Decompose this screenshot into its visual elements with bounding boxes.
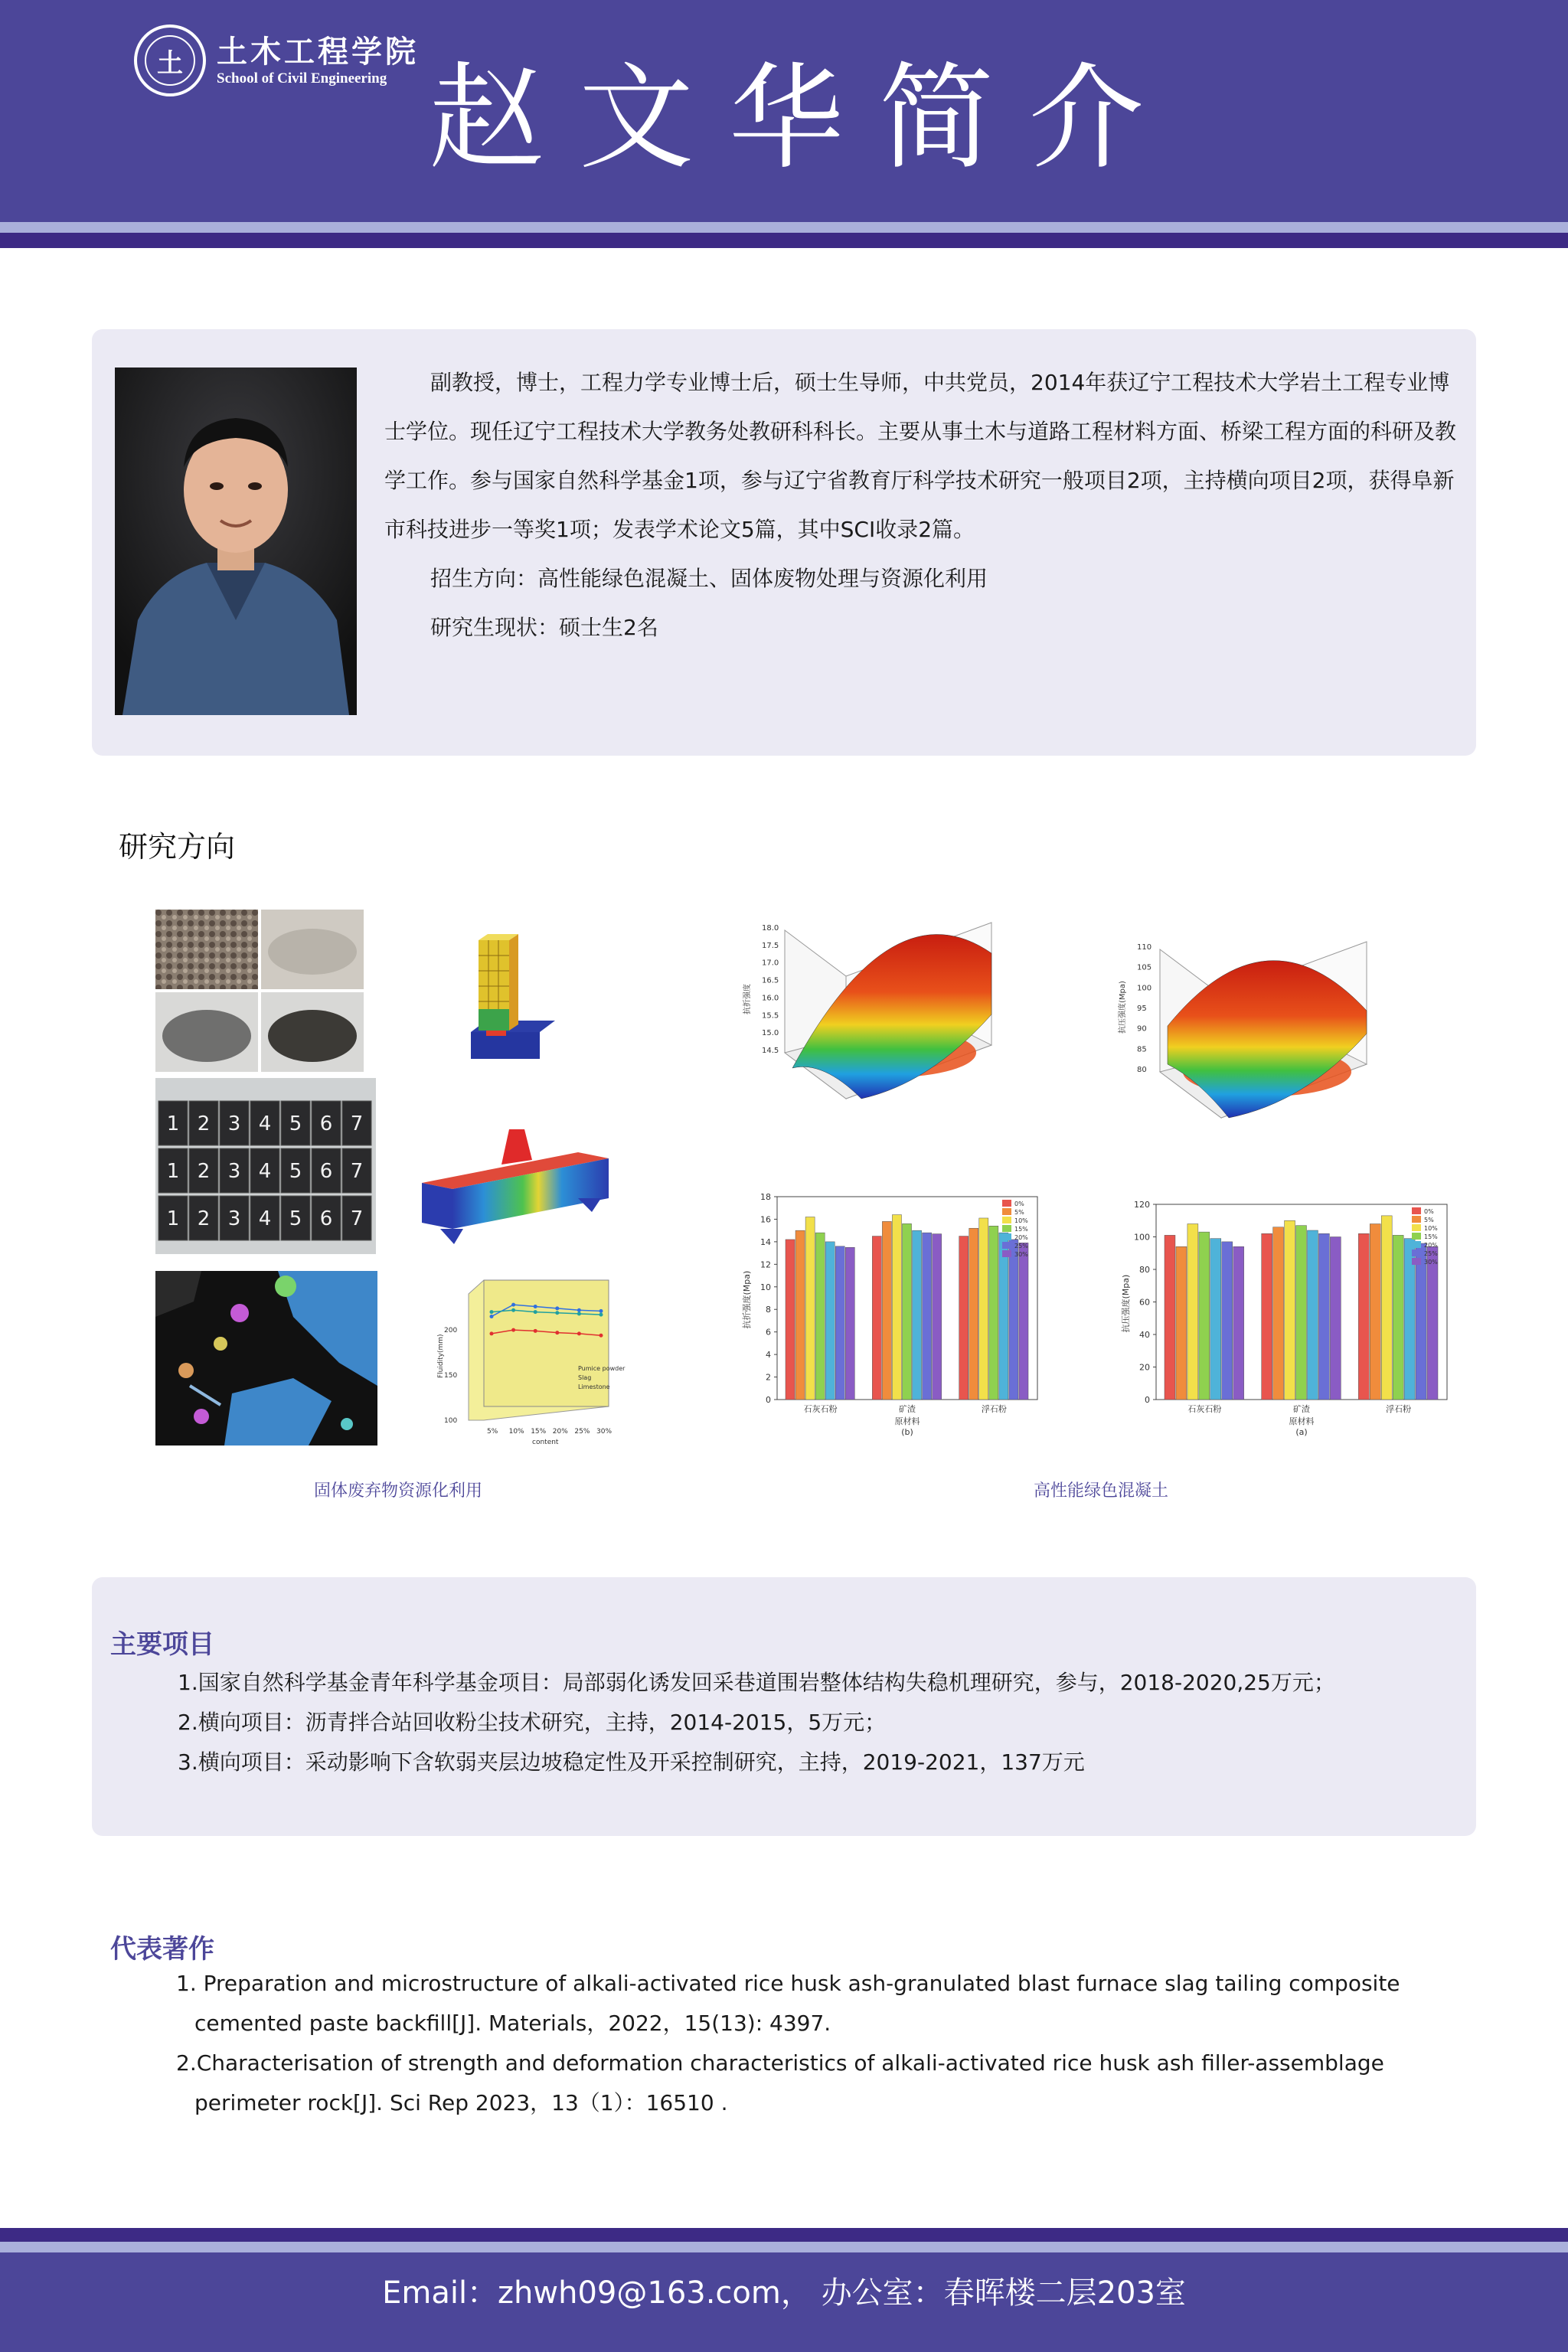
data-point (490, 1315, 494, 1318)
block-number: 7 (350, 1112, 364, 1135)
footer-divider-dark (0, 2228, 1568, 2242)
projects-card (92, 1577, 1476, 1836)
data-point (511, 1328, 515, 1332)
bar (1222, 1242, 1233, 1400)
bar (1427, 1246, 1438, 1400)
data-point (555, 1331, 559, 1334)
y-tick-label: 150 (444, 1372, 458, 1380)
bar (1285, 1220, 1295, 1400)
projects-title: 主要项目 (110, 1629, 214, 1660)
bar (1009, 1240, 1018, 1400)
block-number: 1 (166, 1207, 180, 1230)
y-tick-label: 2 (766, 1372, 771, 1383)
y-tick-label: 60 (1139, 1297, 1150, 1308)
aggregate-photo-grid (155, 910, 364, 1072)
data-point (555, 1311, 559, 1315)
bar (882, 1221, 891, 1400)
student-status: 研究生现状：硕士生2名 (430, 615, 658, 640)
y-axis-label: 抗折强度(Mpa) (742, 1270, 752, 1329)
x-axis-label: 原材料 (894, 1416, 920, 1426)
bar (923, 1233, 932, 1400)
flexural-bar-chart (739, 1183, 1053, 1447)
solid-waste-caption: 固体废弃物资源化利用 (314, 1481, 483, 1501)
bar (1019, 1243, 1028, 1400)
block-number: 4 (258, 1207, 272, 1230)
y-tick-label: 120 (1134, 1200, 1150, 1210)
data-point (511, 1303, 515, 1307)
publication-item: 2.Characterisation of strength and deformation characteristics of alkali-activated rice husk ash filler-assemblage perimeter rock[J]. Sci Rep 2023，13（1）：16510 . (176, 2050, 1384, 2115)
bar (835, 1246, 844, 1400)
legend-swatch (1002, 1225, 1011, 1232)
data-point (511, 1308, 515, 1312)
bar (902, 1223, 911, 1400)
z-tick-label: 110 (1137, 943, 1152, 952)
bar (969, 1228, 978, 1400)
z-tick-label: 100 (1137, 984, 1152, 993)
logo-chinese-name: 土木工程学院 (217, 34, 419, 70)
bar (979, 1218, 988, 1400)
bar (989, 1226, 998, 1400)
specimen-blocks-photo (155, 1078, 376, 1254)
bio-paragraph: 副教授，博士，工程力学专业博士后，硕士生导师，中共党员，2014年获辽宁工程技术大学岩土工程专业博士学位。现任辽宁工程技术大学教务处教研科科长。主要从事土木与道路工程材料方面、桥梁工程方面的科研及教学工作。参与国家自然科学基金1项，参与辽宁省教育厅科学技术研究一般项目2项，主持横向项目2项，获得阜新市科技进步一等奖1项；发表学术论文5篇，其中SCI收录2篇。 (384, 370, 1457, 542)
bar (913, 1230, 922, 1400)
bar (933, 1234, 942, 1400)
project-item: 3.横向项目：采动影响下含软弱夹层边坡稳定性及开采控制研究，主持，2019-2021，137万元 (178, 1749, 1085, 1775)
fem-beam-model (417, 1114, 616, 1252)
block-number: 3 (227, 1160, 241, 1183)
y-tick-label: 100 (1134, 1232, 1150, 1243)
school-logo (134, 24, 419, 96)
bar (1187, 1224, 1198, 1400)
bar (1165, 1235, 1175, 1400)
bar (1330, 1237, 1341, 1400)
bar (795, 1230, 805, 1400)
data-point (577, 1312, 581, 1315)
data-point (599, 1309, 603, 1313)
bar (1370, 1224, 1380, 1400)
data-point (490, 1331, 494, 1335)
z-tick-label: 16.5 (762, 976, 779, 985)
school-seal-icon: 土 (134, 24, 206, 96)
page-title: 赵文华简介 (429, 52, 1180, 185)
y-tick-label: 6 (766, 1327, 771, 1338)
legend-item: 15% (1014, 1226, 1028, 1233)
category-label: 石灰石粉 (803, 1404, 838, 1414)
legend-item: Slag (578, 1374, 592, 1381)
legend-item: 30% (1424, 1259, 1438, 1266)
bar (815, 1233, 825, 1400)
data-point (599, 1334, 603, 1338)
block-number: 2 (197, 1207, 211, 1230)
block-number: 3 (227, 1112, 241, 1135)
bar (1416, 1243, 1426, 1400)
block-number: 1 (166, 1160, 180, 1183)
block-number: 2 (197, 1112, 211, 1135)
legend-item: 15% (1424, 1233, 1438, 1240)
legend-swatch (1002, 1208, 1011, 1215)
subfigure-label: (a) (1295, 1427, 1308, 1437)
bar (1199, 1232, 1210, 1400)
legend-swatch (1002, 1217, 1011, 1223)
legend-item: 0% (1014, 1200, 1024, 1207)
y-tick-label: 16 (760, 1214, 771, 1225)
y-tick-label: 12 (760, 1259, 771, 1270)
z-tick-label: 85 (1137, 1045, 1147, 1054)
bar (872, 1236, 881, 1400)
data-point (534, 1310, 537, 1314)
x-tick-label: 15% (531, 1428, 547, 1436)
legend-swatch (1412, 1207, 1421, 1214)
y-tick-label: 4 (766, 1350, 771, 1361)
category-label: 浮石粉 (981, 1404, 1007, 1414)
legend-item: 30% (1014, 1251, 1028, 1258)
y-tick-label: 100 (444, 1417, 458, 1425)
block-number: 6 (319, 1112, 333, 1135)
y-tick-label: 0 (1145, 1395, 1150, 1405)
bar (1318, 1233, 1329, 1400)
category-label: 矿渣 (899, 1404, 916, 1414)
category-label: 浮石粉 (1386, 1404, 1412, 1414)
y-axis-label: 抗压强度(Mpa) (1121, 1274, 1131, 1333)
y-tick-label: 18 (760, 1192, 771, 1202)
surface-plot-flexural (739, 907, 1022, 1137)
z-axis-label: 抗折强度 (743, 984, 752, 1014)
surface-plot-compressive (1114, 926, 1405, 1148)
data-point (577, 1308, 581, 1312)
bar (892, 1215, 901, 1400)
block-number: 1 (166, 1112, 180, 1135)
x-tick-label: 30% (596, 1428, 612, 1436)
profile-card (92, 329, 1476, 756)
x-tick-label: 10% (508, 1428, 524, 1436)
z-tick-label: 16.0 (762, 994, 779, 1003)
block-number: 6 (319, 1160, 333, 1183)
y-tick-label: 200 (444, 1327, 458, 1335)
bar (1262, 1233, 1272, 1400)
z-tick-label: 90 (1137, 1024, 1147, 1034)
y-tick-label: 20 (1139, 1362, 1150, 1373)
y-axis-label: Fluidity(mm) (437, 1334, 445, 1378)
legend-swatch (1412, 1250, 1421, 1256)
legend-item: 10% (1424, 1225, 1438, 1232)
bar (1210, 1239, 1221, 1400)
legend-item: 20% (1424, 1242, 1438, 1249)
legend-swatch (1412, 1224, 1421, 1231)
z-tick-label: 80 (1137, 1066, 1147, 1074)
y-tick-label: 40 (1139, 1330, 1150, 1340)
legend-item: 25% (1014, 1243, 1028, 1250)
bar (1296, 1226, 1307, 1400)
y-tick-label: 14 (760, 1236, 771, 1247)
logo-english-name: School of Civil Engineering (217, 70, 387, 87)
compressive-bar-chart (1118, 1191, 1462, 1447)
block-number: 7 (350, 1160, 364, 1183)
legend-swatch (1412, 1233, 1421, 1240)
block-number: 5 (289, 1160, 302, 1183)
legend-swatch (1412, 1258, 1421, 1265)
bar (845, 1247, 854, 1400)
legend-swatch (1002, 1200, 1011, 1207)
legend-item: 5% (1424, 1217, 1434, 1223)
x-tick-label: 25% (574, 1428, 590, 1436)
y-tick-label: 0 (766, 1395, 771, 1405)
legend-item: 0% (1424, 1208, 1434, 1215)
block-number: 2 (197, 1160, 211, 1183)
category-label: 石灰石粉 (1187, 1404, 1222, 1414)
data-point (555, 1306, 559, 1310)
fem-column-model (448, 933, 563, 1067)
legend-item: 20% (1014, 1234, 1028, 1241)
legend-item: 25% (1424, 1250, 1438, 1257)
z-tick-label: 17.0 (762, 959, 779, 968)
microstructure-image (155, 1271, 377, 1446)
legend-swatch (1412, 1216, 1421, 1223)
publications-title: 代表著作 (110, 1934, 214, 1965)
footer-contact: Email：zhwh09@163.com， 办公室：春晖楼二层203室 (0, 2252, 1568, 2352)
legend-item: Limestone (578, 1383, 610, 1390)
header-banner (0, 0, 1568, 222)
block-number: 3 (227, 1207, 241, 1230)
legend-item: 5% (1014, 1209, 1024, 1216)
bar (1176, 1246, 1187, 1400)
publication-item: 1. Preparation and microstructure of alkali-activated rice husk ash-granulated blast furnace slag tailing composite cemented paste backfill[J]. Materials，2022，15(13): 4397. (176, 1971, 1400, 2036)
data-point (490, 1310, 494, 1314)
z-tick-label: 95 (1137, 1004, 1147, 1013)
data-point (599, 1313, 603, 1317)
block-number: 4 (258, 1112, 272, 1135)
y-tick-label: 8 (766, 1305, 771, 1315)
x-tick-label: 20% (552, 1428, 568, 1436)
z-tick-label: 105 (1137, 963, 1152, 972)
data-point (534, 1329, 537, 1333)
research-section-title: 研究方向 (119, 830, 236, 864)
bar (959, 1236, 969, 1400)
bar (1358, 1233, 1369, 1400)
z-tick-label: 18.0 (762, 924, 779, 933)
fluidity-line-chart (436, 1271, 626, 1447)
block-number: 4 (258, 1160, 272, 1183)
publications-list (176, 1964, 1478, 2123)
z-tick-label: 17.5 (762, 941, 779, 950)
footer-divider-light (0, 2242, 1568, 2252)
project-item: 1.国家自然科学基金青年科学基金项目：局部弱化诱发回采巷道围岩整体结构失稳机理研究，参与，2018-2020,25万元； (178, 1670, 1335, 1695)
category-label: 矿渣 (1293, 1404, 1310, 1414)
header-divider-dark (0, 233, 1568, 248)
legend-item: 10% (1014, 1217, 1028, 1224)
bar (786, 1240, 795, 1400)
block-number: 5 (289, 1112, 302, 1135)
block-number: 6 (319, 1207, 333, 1230)
block-number: 7 (350, 1207, 364, 1230)
bar (805, 1217, 815, 1400)
bar (1307, 1230, 1318, 1400)
legend-swatch (1412, 1241, 1421, 1248)
z-tick-label: 14.5 (762, 1047, 779, 1055)
legend-swatch (1002, 1233, 1011, 1240)
block-number: 5 (289, 1207, 302, 1230)
z-axis-label: 抗压强度(Mpa) (1119, 981, 1127, 1034)
bar (1233, 1246, 1244, 1400)
y-tick-label: 10 (760, 1282, 771, 1292)
y-tick-label: 80 (1139, 1265, 1150, 1275)
legend-swatch (1002, 1250, 1011, 1257)
z-tick-label: 15.0 (762, 1029, 779, 1038)
data-point (577, 1331, 581, 1335)
projects-list (178, 1663, 1335, 1782)
subfigure-label: (b) (901, 1427, 913, 1437)
header-divider-light (0, 222, 1568, 233)
x-tick-label: 5% (487, 1428, 498, 1436)
portrait-photo (115, 368, 357, 715)
bar (1273, 1227, 1284, 1400)
admission-direction: 招生方向：高性能绿色混凝土、固体废物处理与资源化利用 (430, 566, 988, 591)
bar (999, 1233, 1008, 1400)
legend-item: Pumice powder (578, 1365, 626, 1372)
project-item: 2.横向项目：沥青拌合站回收粉尘技术研究，主持，2014-2015，5万元； (178, 1710, 887, 1735)
legend-swatch (1002, 1242, 1011, 1249)
bar (1381, 1216, 1392, 1400)
x-axis-label: content (532, 1439, 559, 1446)
data-point (534, 1305, 537, 1308)
z-tick-label: 15.5 (762, 1011, 779, 1021)
green-concrete-caption: 高性能绿色混凝土 (1034, 1481, 1169, 1501)
bar (1393, 1235, 1403, 1400)
bar (825, 1242, 835, 1400)
x-axis-label: 原材料 (1289, 1416, 1315, 1426)
